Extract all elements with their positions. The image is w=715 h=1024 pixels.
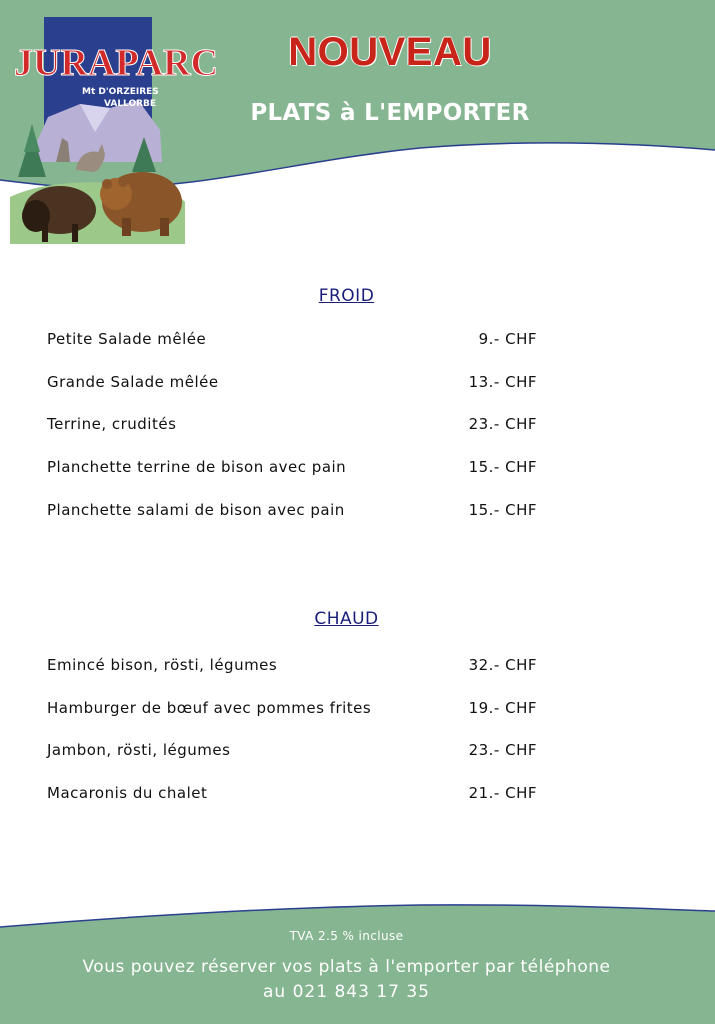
menu-item-name: Jambon, rösti, légumes — [47, 741, 231, 759]
phone-number: au 021 843 17 35 — [263, 982, 430, 1002]
menu-item — [47, 501, 537, 523]
menu-item — [47, 330, 537, 352]
page-subtitle: PLATS à L'EMPORTER — [250, 100, 530, 126]
section-title-chaud: CHAUD — [314, 609, 379, 629]
menu-item-price: 9.- CHF — [478, 330, 537, 348]
menu-item — [47, 415, 537, 437]
menu-item-price: 13.- CHF — [468, 373, 537, 391]
logo-subtitle-1: Mt D'ORZEIRES — [82, 87, 159, 97]
menu-item-price: 15.- CHF — [468, 501, 537, 519]
menu-item — [47, 699, 537, 721]
menu-item — [47, 656, 537, 678]
page-title: NOUVEAU — [288, 30, 492, 74]
section-title-froid: FROID — [318, 286, 375, 306]
logo-wordmark: JURAPARC — [14, 42, 219, 84]
menu-item-name: Terrine, crudités — [47, 415, 177, 433]
tva-note: TVA 2.5 % incluse — [289, 929, 404, 943]
menu-item-price: 21.- CHF — [468, 784, 537, 802]
menu-item-price: 23.- CHF — [468, 415, 537, 433]
juraparc-logo — [10, 12, 219, 244]
menu-item-name: Emincé bison, rösti, légumes — [47, 656, 278, 674]
reservation-note: Vous pouvez réserver vos plats à l'emporter par téléphone — [82, 957, 611, 977]
menu-item — [47, 784, 537, 806]
menu-item-price: 32.- CHF — [468, 656, 537, 674]
menu-item-name: Hamburger de bœuf avec pommes frites — [47, 699, 372, 717]
menu-item-price: 15.- CHF — [468, 458, 537, 476]
menu-item-name: Planchette salami de bison avec pain — [47, 501, 345, 519]
menu-item-name: Planchette terrine de bison avec pain — [47, 458, 347, 476]
menu-item — [47, 741, 537, 763]
menu-item — [47, 458, 537, 480]
menu-item-price: 19.- CHF — [468, 699, 537, 717]
menu-item — [47, 373, 537, 395]
menu-item-price: 23.- CHF — [468, 741, 537, 759]
logo-subtitle-2: VALLORBE — [104, 99, 157, 109]
menu-item-name: Macaronis du chalet — [47, 784, 208, 802]
menu-item-name: Grande Salade mêlée — [47, 373, 219, 391]
menu-item-name: Petite Salade mêlée — [47, 330, 207, 348]
